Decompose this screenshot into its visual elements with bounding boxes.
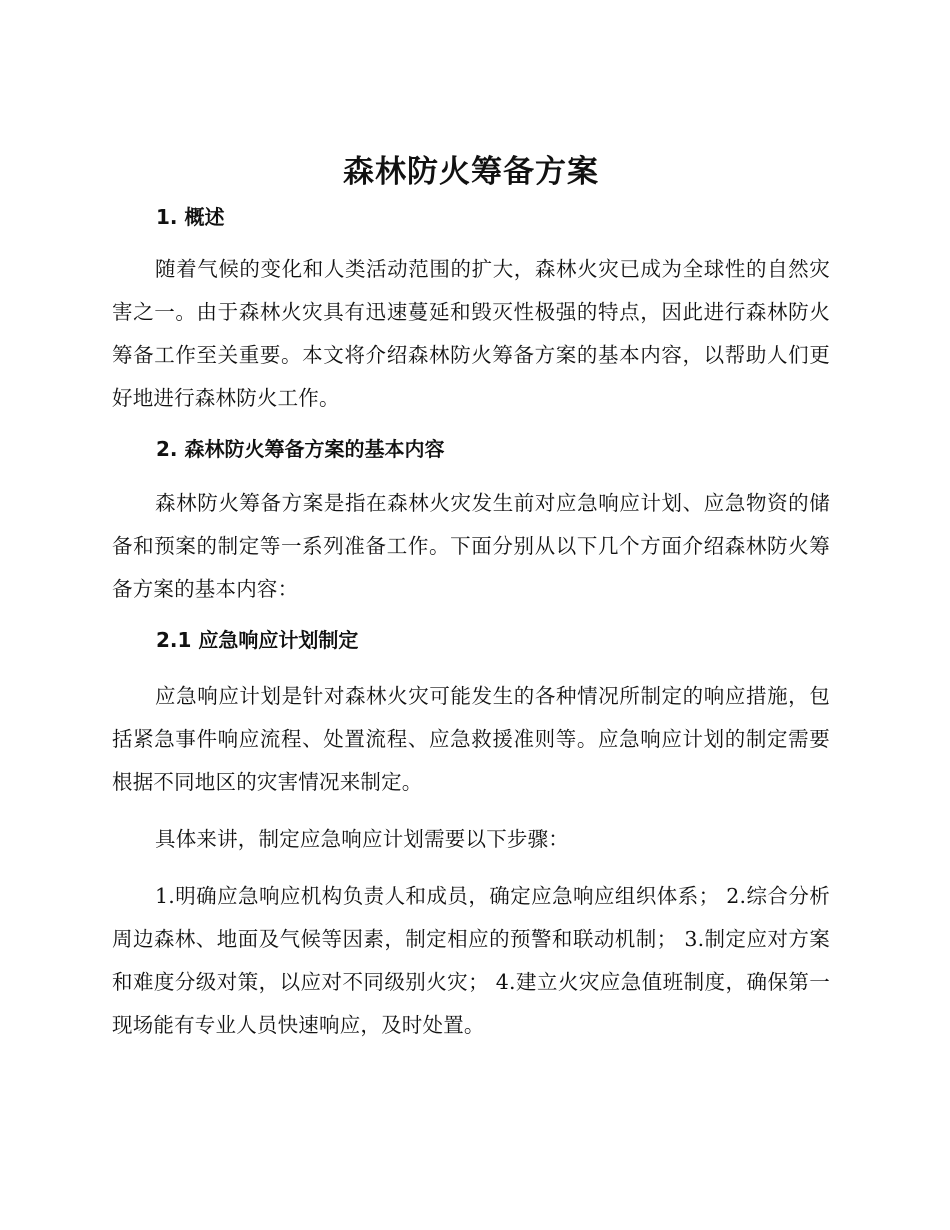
- section-heading-emergency-plan: 2.1 应急响应计划制定: [156, 628, 359, 652]
- section-heading-basic-content: 2. 森林防火筹备方案的基本内容: [156, 437, 445, 461]
- paragraph-overview: 随着气候的变化和人类活动范围的扩大，森林火灾已成为全球性的自然灾害之一。由于森林火灾具有迅速蔓延和毁灭性极强的特点，因此进行森林防火筹备工作至关重要。本文将介绍森林防火筹备方案的基本内容，以帮助人们更好地进行森林防火工作。: [112, 257, 830, 410]
- paragraph-emergency-plan-definition: 应急响应计划是针对森林火灾可能发生的各种情况所制定的响应措施，包括紧急事件响应流程、处置流程、应急救援准则等。应急响应计划的制定需要根据不同地区的灾害情况来制定。: [112, 684, 830, 794]
- document-title: 森林防火筹备方案: [343, 154, 599, 190]
- paragraph-emergency-plan-intro: 具体来讲，制定应急响应计划需要以下步骤：: [155, 827, 569, 851]
- paragraph-basic-content: 森林防火筹备方案是指在森林火灾发生前对应急响应计划、应急物资的储备和预案的制定等一系列准备工作。下面分别从以下几个方面介绍森林防火筹备方案的基本内容：: [112, 491, 830, 601]
- paragraph-emergency-plan-steps: 1.明确应急响应机构负责人和成员，确定应急响应组织体系； 2.综合分析周边森林、地面及气候等因素，制定相应的预警和联动机制； 3.制定应对方案和难度分级对策，以应对不同级别火灾； 4.建立火灾应急值班制度，确保第一现场能有专业人员快速响应，及时处置。: [112, 884, 830, 1037]
- section-heading-overview: 1. 概述: [156, 205, 225, 229]
- document-page: [112, 148, 830, 1061]
